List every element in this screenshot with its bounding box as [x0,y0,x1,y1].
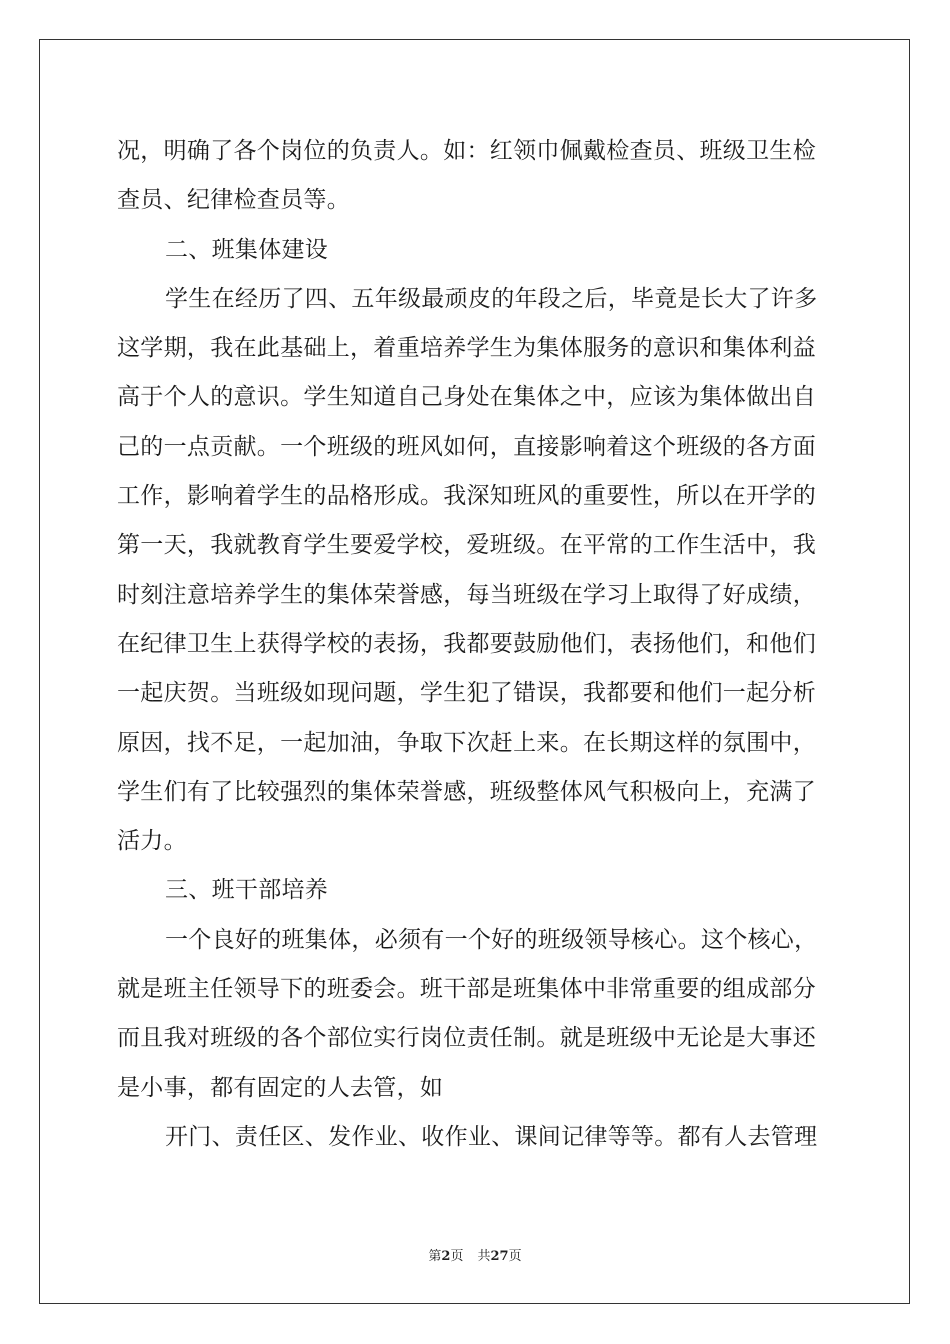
text-line: 一个良好的班集体，必须有一个好的班级领导核心。这个核心， [165,926,818,953]
text-line: 第一天，我就教育学生要爱学校，爱班级。在平常的工作生活中，我 [117,532,816,559]
total-pages-suffix: 页 [508,1249,522,1264]
page-footer [0,1245,950,1264]
text-line: 一起庆贺。当班级如现问题，学生犯了错误，我都要和他们一起分析 [117,680,816,707]
text-line: 学生在经历了四、五年级最顽皮的年段之后，毕竟是长大了许多 [165,285,818,312]
text-line: 而且我对班级的各个部位实行岗位责任制。就是班级中无论是大事还 [117,1025,816,1052]
document-body [117,127,837,1162]
text-line: 二、班集体建设 [165,236,329,263]
page-number-suffix: 页 [450,1249,464,1264]
total-pages-prefix: 共 [477,1249,491,1264]
text-line: 查员、纪律检查员等。 [117,187,350,214]
text-line: 学生们有了比较强烈的集体荣誉感，班级整体风气积极向上，充满了 [117,778,816,805]
text-line: 况，明确了各个岗位的负责人。如：红领巾佩戴检查员、班级卫生检 [117,138,816,164]
text-line: 原因，找不足，一起加油，争取下次赶上来。在长期这样的氛围中， [117,729,816,756]
total-page-count: 27 [490,1249,509,1264]
text-line: 这学期，我在此基础上，着重培养学生为集体服务的意识和集体利益 [117,335,816,362]
text-line: 时刻注意培养学生的集体荣誉感，每当班级在学习上取得了好成绩， [117,581,816,608]
text-line: 工作，影响着学生的品格形成。我深知班风的重要性，所以在开学的 [117,483,816,510]
text-line: 开门、责任区、发作业、收作业、课间记律等等。都有人去管理 [165,1123,818,1150]
page-number-prefix: 第 [428,1249,442,1264]
text-line: 在纪律卫生上获得学校的表扬，我都要鼓励他们，表扬他们，和他们 [117,630,816,657]
text-line: 三、班干部培养 [165,877,329,904]
text-line: 活力。 [117,828,187,855]
text-line: 己的一点贡献。一个班级的班风如何，直接影响着这个班级的各方面 [117,433,816,460]
text-line: 是小事，都有固定的人去管，如 [117,1074,444,1101]
current-page-number: 2 [441,1249,451,1264]
text-line: 就是班主任领导下的班委会。班干部是班集体中非常重要的组成部分 [117,976,816,1003]
text-line: 高于个人的意识。学生知道自己身处在集体之中，应该为集体做出自 [117,384,816,411]
